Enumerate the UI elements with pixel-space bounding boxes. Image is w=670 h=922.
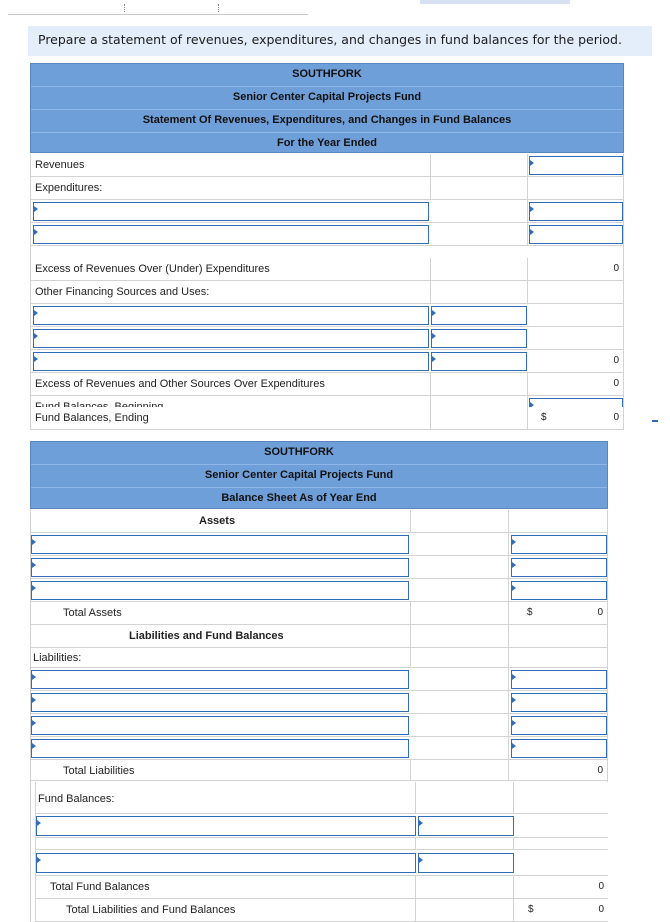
ending-label: Fund Balances, Ending [31,407,431,429]
table-row [31,223,623,246]
ofsu-amount-input[interactable] [431,306,527,325]
excess-other-label: Excess of Revenues and Other Sources Over Expenditures [31,373,431,395]
fund-balance-item-input[interactable] [36,853,416,873]
empty-cell [411,648,509,667]
ending-value: 0 [613,412,619,423]
table-row [31,154,623,177]
table-row [31,714,607,737]
ofsu-amount-input[interactable] [431,352,527,371]
input-marker-icon [34,310,38,316]
input-marker-icon [419,820,423,826]
asset-amount-input[interactable] [511,535,607,554]
empty-cell [411,579,509,601]
statement-fund-name: Senior Center Capital Projects Fund [31,87,623,110]
table-row [31,373,623,396]
statement-header [30,63,624,153]
total-liabilities-value: 0 [597,765,603,776]
table-row [31,327,623,350]
table-row [31,760,607,781]
input-marker-icon [37,857,41,863]
scroll-marker-icon [652,420,658,422]
empty-cell [411,691,509,713]
liability-item-input[interactable] [31,739,409,758]
expenditure-amount-input[interactable] [529,202,623,221]
instruction-text: Prepare a statement of revenues, expenditures, and changes in fund balances for the period. [28,26,652,56]
empty-cell [411,625,509,647]
total-assets-value: 0 [597,607,603,618]
spacer-row [36,838,608,850]
total-liab-fb-label: Total Liabilities and Fund Balances [36,899,416,921]
expenditure-item-input[interactable] [33,225,429,244]
liability-amount-input[interactable] [511,693,607,712]
table-row [36,899,608,922]
tab-underline [8,14,308,15]
ending-currency: $ [541,412,547,423]
expenditures-label: Expenditures: [31,177,431,199]
input-marker-icon [432,310,436,316]
table-row [31,602,607,625]
expenditure-amount-input[interactable] [529,225,623,244]
expenditure-item-input[interactable] [33,202,429,221]
input-marker-icon [32,743,36,749]
ofsu-item-input[interactable] [33,306,429,325]
input-marker-icon [419,857,423,863]
table-row [36,782,608,814]
ofsu-total-value: 0 [613,355,619,366]
empty-cell [416,899,514,921]
table-row [31,304,623,327]
liability-amount-input[interactable] [511,670,607,689]
statement-subtitle: Statement Of Revenues, Expenditures, and Changes in Fund Balances [31,110,623,133]
input-marker-icon [32,585,36,591]
balance-sheet-table [30,510,608,922]
total-fund-balances-value: 0 [598,881,604,892]
excess-label: Excess of Revenues Over (Under) Expenditures [31,258,431,280]
revenues-amount-input[interactable] [529,156,623,175]
input-marker-icon [34,333,38,339]
total-assets-currency: $ [527,607,533,618]
empty-cell [411,714,509,736]
ofsu-label: Other Financing Sources and Uses: [31,281,431,303]
input-marker-icon [530,206,534,212]
input-marker-icon [530,160,534,166]
liab-fb-label: Liabilities and Fund Balances [31,625,411,647]
empty-cell [411,737,509,759]
empty-cell [416,838,514,849]
empty-cell [431,154,528,176]
input-marker-icon [512,674,516,680]
empty-cell [416,782,514,813]
table-row [31,258,623,281]
tick-mark [218,4,222,12]
total-assets-label: Total Assets [31,602,411,624]
excess-other-value: 0 [613,378,619,389]
input-marker-icon [34,206,38,212]
table-row [31,177,623,200]
input-marker-icon [432,356,436,362]
input-marker-icon [32,674,36,680]
table-row [31,200,623,223]
input-marker-icon [34,356,38,362]
input-marker-icon [530,229,534,235]
ofsu-item-input[interactable] [33,329,429,348]
statement-period: For the Year Ended [276,137,378,149]
total-liabilities-label: Total Liabilities [31,760,411,780]
table-row [31,533,607,556]
bs-subtitle: Balance Sheet As of Year End [221,492,377,504]
liability-amount-input[interactable] [511,716,607,735]
total-liab-fb-value: 0 [598,904,604,915]
input-marker-icon [32,562,36,568]
input-marker-icon [512,697,516,703]
table-row [31,668,607,691]
asset-amount-input[interactable] [511,581,607,600]
liability-item-input[interactable] [31,693,409,712]
input-marker-icon [432,333,436,339]
table-row [31,648,607,668]
asset-item-input[interactable] [31,558,409,577]
fund-balances-label: Fund Balances: [36,782,416,813]
asset-item-input[interactable] [31,535,409,554]
empty-cell [431,258,528,280]
empty-cell [431,281,528,303]
table-row [36,876,608,899]
table-row [31,625,607,648]
input-marker-icon [512,539,516,545]
input-marker-icon [32,539,36,545]
bs-title: SOUTHFORK [31,442,607,465]
liability-amount-input[interactable] [511,739,607,758]
bs-fund-name: Senior Center Capital Projects Fund [31,465,607,488]
revenues-label: Revenues [31,154,431,176]
fund-balances-block [35,782,607,922]
liabilities-label: Liabilities: [31,648,411,667]
empty-cell [411,668,509,690]
balance-sheet-header [30,441,608,509]
asset-item-input[interactable] [31,581,409,600]
input-marker-icon [32,720,36,726]
ofsu-amount-input[interactable] [431,329,527,348]
ofsu-item-input[interactable] [33,352,429,371]
asset-amount-input[interactable] [511,558,607,577]
tick-mark [124,4,128,12]
empty-cell [431,177,528,199]
empty-cell [411,760,509,780]
empty-cell [416,876,514,898]
fund-balance-amount-input[interactable] [418,853,514,873]
table-row [36,814,608,838]
input-marker-icon [512,585,516,591]
table-row [31,579,607,602]
spacer-row [31,246,623,258]
top-strip [0,0,670,18]
excess-value: 0 [613,263,619,274]
liability-item-input[interactable] [31,716,409,735]
assets-label: Assets [31,510,411,532]
input-marker-icon [512,720,516,726]
empty-cell [411,510,509,532]
table-row [31,691,607,714]
ending-row [30,407,624,430]
empty-cell [431,407,528,429]
input-marker-icon [512,743,516,749]
empty-cell [411,556,509,578]
total-fund-balances-label: Total Fund Balances [36,876,416,898]
tab-indicator [420,0,570,4]
empty-cell [411,602,509,624]
empty-cell [431,200,528,222]
empty-cell [36,838,416,849]
empty-cell [431,373,528,395]
fund-balance-amount-input[interactable] [418,816,514,836]
table-row [31,281,623,304]
table-row [31,556,607,579]
liability-item-input[interactable] [31,670,409,689]
empty-cell [411,533,509,555]
statement-title: SOUTHFORK [31,64,623,87]
input-marker-icon [32,697,36,703]
statement-table [30,154,624,430]
table-row [36,850,608,876]
table-row [31,350,623,373]
input-marker-icon [37,820,41,826]
total-liab-fb-currency: $ [528,904,534,915]
fund-balance-item-input[interactable] [36,816,416,836]
input-marker-icon [512,562,516,568]
input-marker-icon [34,229,38,235]
table-row [31,510,607,533]
empty-cell [431,223,528,245]
table-row [31,737,607,760]
